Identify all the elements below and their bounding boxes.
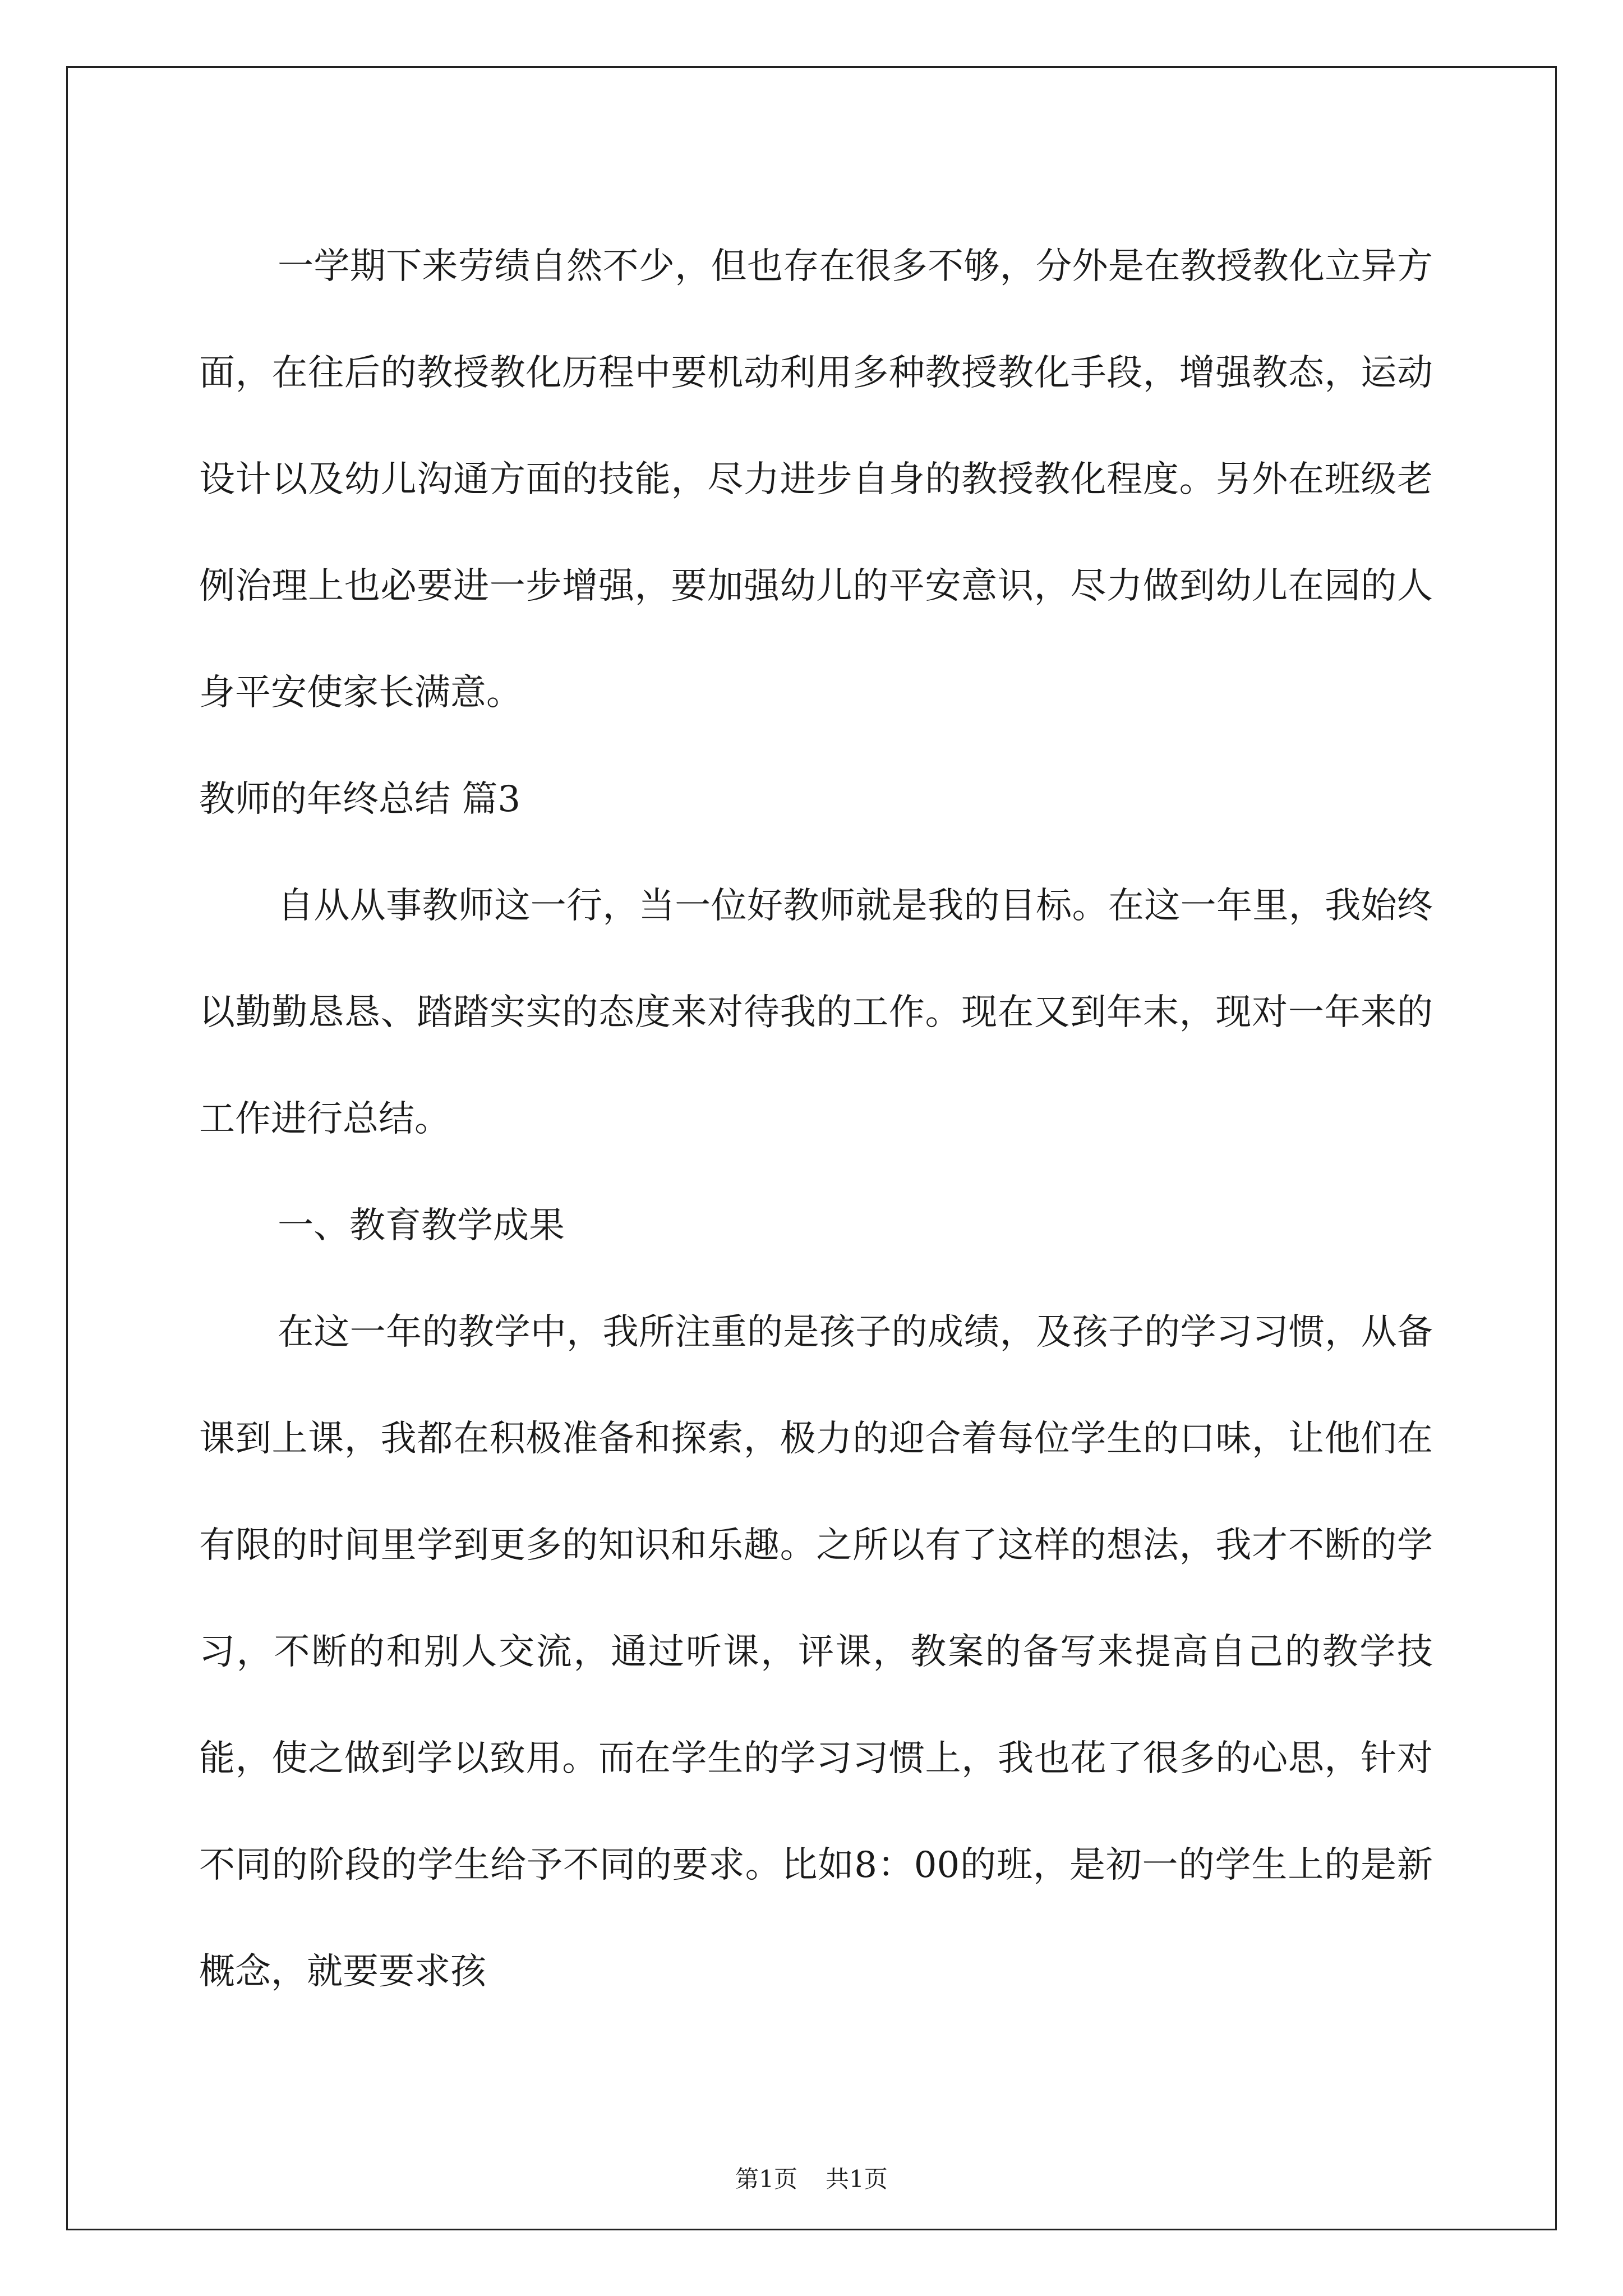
paragraph-teaching-results: 在这一年的教学中，我所注重的是孩子的成绩，及孩子的学习习惯，从备课到上课，我都在积极准备和探索，极力的迎合着每位学生的口味，让他们在有限的时间里学到更多的知识和乐趣。之所以有了这样的想法，我才不断的学习，不断的和别人交流，通过听课，评课，教案的备写来提高自己的教学技能，使之做到学以致用。而在学生的学习习惯上，我也花了很多的心思，针对不同的阶段的学生给予不同的要求。比如8：00的班，是初一的学生上的是新概念，就要要求孩 xyxy=(199,1312,1433,1993)
page-total: 共1页 xyxy=(826,2165,888,2193)
subheading-teaching-results: 一、教育教学成果 xyxy=(278,1205,565,1246)
section-title: 教师的年终总结 篇3 xyxy=(199,779,521,820)
paragraph-conclusion: 一学期下来劳绩自然不少，但也存在很多不够，分外是在教授教化立异方面，在往后的教授教化历程中要机动利用多种教授教化手段，增强教态，运动设计以及幼儿沟通方面的技能，尽力进步自身的教授教化程度。另外在班级老例治理上也必要进一步增强，要加强幼儿的平安意识，尽力做到幼儿在园的人身平安使家长满意。 xyxy=(199,246,1433,714)
page-number: 第1页 xyxy=(735,2165,797,2193)
document-body xyxy=(199,213,1433,2025)
page-footer xyxy=(0,2162,1623,2196)
paragraph-intro: 自从从事教师这一行，当一位好教师就是我的目标。在这一年里，我始终以勤勤恳恳、踏踏实实的态度来对待我的工作。现在又到年末，现对一年来的工作进行总结。 xyxy=(199,885,1433,1140)
